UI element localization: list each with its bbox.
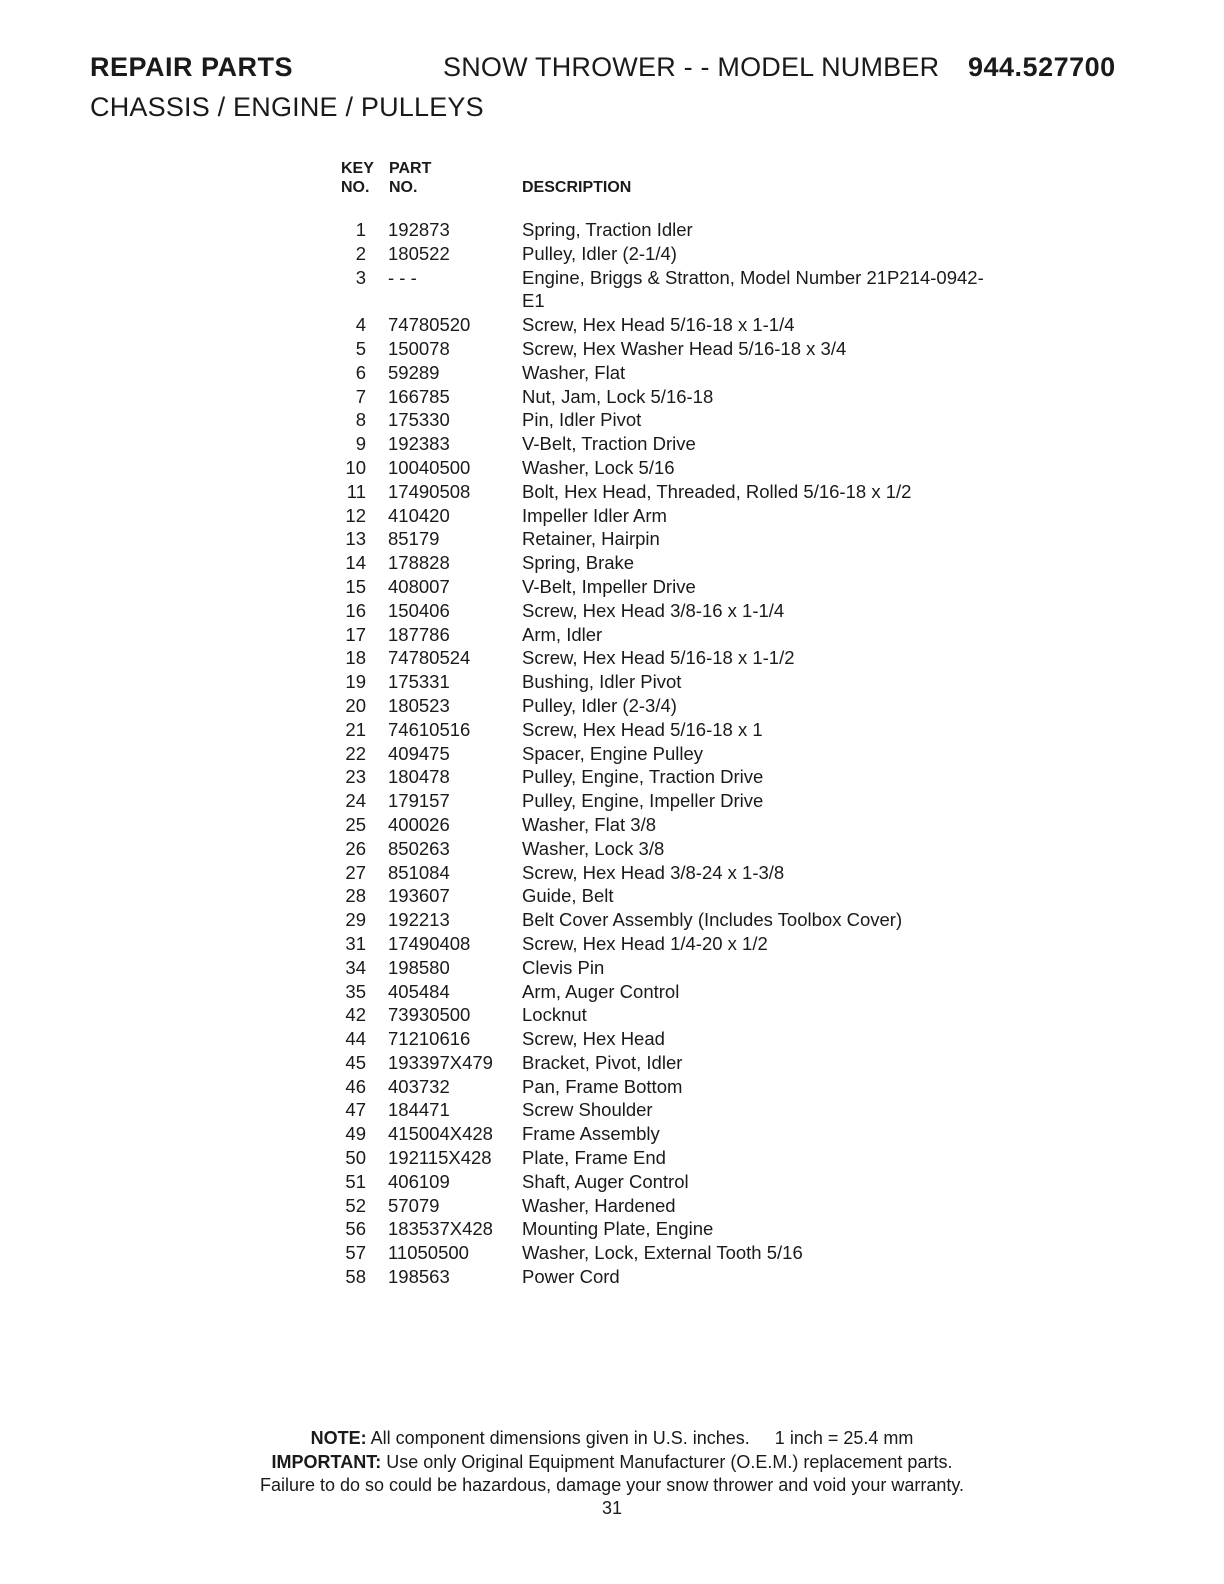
- table-row: [330, 527, 1030, 551]
- description: Bolt, Hex Head, Threaded, Rolled 5/16-18 x 1/2: [522, 480, 912, 502]
- description: Washer, Hardened: [522, 1194, 676, 1216]
- part-no: 175331: [388, 671, 450, 693]
- footer-note: [0, 1427, 1224, 1451]
- key-no: 4: [355, 314, 366, 336]
- description: Frame Assembly: [522, 1123, 660, 1145]
- key-no: 2: [355, 242, 366, 264]
- table-row: [330, 980, 1030, 1004]
- description: Screw, Hex Washer Head 5/16-18 x 3/4: [522, 337, 847, 359]
- description: Pulley, Engine, Impeller Drive: [522, 790, 764, 812]
- note-text: All component dimensions given in U.S. inches. 1 inch = 25.4 mm: [370, 1428, 914, 1448]
- table-row: [330, 1265, 1030, 1289]
- key-no: 3: [355, 266, 366, 288]
- table-row: [330, 789, 1030, 813]
- description: Pan, Frame Bottom: [522, 1075, 683, 1097]
- table-row: [330, 599, 1030, 623]
- table-row: [330, 385, 1030, 409]
- table-row: [330, 884, 1030, 908]
- key-no: 14: [345, 552, 366, 574]
- key-no: 8: [355, 409, 366, 431]
- part-no: 11050500: [388, 1242, 469, 1264]
- part-no: 192213: [388, 909, 450, 931]
- key-no: 7: [355, 385, 366, 407]
- key-no: 24: [345, 790, 366, 812]
- key-no: 9: [355, 433, 366, 455]
- key-no: 27: [345, 861, 366, 883]
- key-no: 52: [345, 1194, 366, 1216]
- key-no: 17: [345, 623, 366, 645]
- important-text: Use only Original Equipment Manufacturer (O.E.M.) replacement parts.: [386, 1452, 953, 1472]
- table-row: [330, 361, 1030, 385]
- description: Engine, Briggs & Stratton, Model Number 21P214-0942-E1: [522, 266, 984, 312]
- key-no: 56: [345, 1218, 366, 1240]
- description: Clevis Pin: [522, 956, 605, 978]
- table-row: [330, 480, 1030, 504]
- table-row: [330, 575, 1030, 599]
- key-no: 50: [345, 1147, 366, 1169]
- table-row: [330, 956, 1030, 980]
- table-row: [330, 313, 1030, 337]
- description: Washer, Lock 5/16: [522, 456, 675, 478]
- description: Arm, Idler: [522, 623, 603, 645]
- key-no: 6: [355, 361, 366, 383]
- key-no: 15: [345, 575, 366, 597]
- part-no: 85179: [388, 528, 440, 550]
- key-no: 35: [345, 980, 366, 1002]
- table-row: [330, 1098, 1030, 1122]
- note-label: NOTE:: [310, 1428, 367, 1448]
- part-no: 180522: [388, 242, 450, 264]
- table-row: [330, 932, 1030, 956]
- key-no: 44: [345, 1028, 366, 1050]
- description: Washer, Lock, External Tooth 5/16: [522, 1242, 803, 1264]
- product-title: SNOW THROWER - - MODEL NUMBER: [443, 52, 940, 82]
- key-no: 5: [355, 337, 366, 359]
- parts-list: [330, 218, 1030, 1289]
- key-no: 51: [345, 1170, 366, 1192]
- table-row: [330, 1146, 1030, 1170]
- description: Screw, Hex Head 3/8-24 x 1-3/8: [522, 861, 785, 883]
- part-no: - - -: [388, 266, 417, 288]
- description: Arm, Auger Control: [522, 980, 680, 1002]
- part-no: 198563: [388, 1266, 450, 1288]
- footer-important: [0, 1451, 1224, 1475]
- part-no: 180478: [388, 766, 450, 788]
- key-no: 11: [346, 480, 366, 502]
- section-title: REPAIR PARTS: [90, 52, 294, 82]
- description: Locknut: [522, 1004, 587, 1026]
- table-row: [330, 1003, 1030, 1027]
- table-row: [330, 456, 1030, 480]
- table-row: [330, 1170, 1030, 1194]
- key-no: 47: [345, 1099, 366, 1121]
- part-no: 192115X428: [388, 1147, 492, 1169]
- description: Power Cord: [522, 1266, 620, 1288]
- footer-warning: Failure to do so could be hazardous, damage your snow thrower and void your warranty.: [259, 1475, 965, 1495]
- key-no: 49: [345, 1123, 366, 1145]
- description: Mounting Plate, Engine: [522, 1218, 714, 1240]
- page-number: 31: [601, 1498, 623, 1518]
- table-row: [330, 266, 1030, 314]
- part-no: 180523: [388, 694, 450, 716]
- table-row: [330, 694, 1030, 718]
- table-row: [330, 646, 1030, 670]
- part-no: 406109: [388, 1170, 450, 1192]
- part-no: 410420: [388, 504, 450, 526]
- column-header-key-line1: KEY: [341, 160, 374, 177]
- part-no: 851084: [388, 861, 450, 883]
- part-no: 17490408: [388, 932, 471, 954]
- key-no: 46: [345, 1075, 366, 1097]
- key-no: 23: [345, 766, 366, 788]
- key-no: 31: [345, 932, 366, 954]
- part-no: 71210616: [388, 1028, 471, 1050]
- description: Plate, Frame End: [522, 1147, 666, 1169]
- description: Bushing, Idler Pivot: [522, 671, 682, 693]
- table-row: [330, 718, 1030, 742]
- part-no: 57079: [388, 1194, 440, 1216]
- description: Washer, Flat 3/8: [522, 813, 657, 835]
- key-no: 22: [345, 742, 366, 764]
- table-row: [330, 242, 1030, 266]
- column-header-part-line2: NO.: [389, 179, 418, 196]
- description: Screw, Hex Head 1/4-20 x 1/2: [522, 932, 768, 954]
- part-no: 74780524: [388, 647, 471, 669]
- key-no: 13: [345, 528, 366, 550]
- key-no: 34: [345, 956, 366, 978]
- part-no: 192383: [388, 433, 450, 455]
- description: Pulley, Idler (2-1/4): [522, 242, 677, 264]
- description: Nut, Jam, Lock 5/16-18: [522, 385, 714, 407]
- table-row: [330, 408, 1030, 432]
- table-row: [330, 504, 1030, 528]
- column-header-part: [389, 159, 431, 197]
- part-no: 405484: [388, 980, 450, 1002]
- description: Screw, Hex Head 3/8-16 x 1-1/4: [522, 599, 785, 621]
- part-no: 74780520: [388, 314, 471, 336]
- table-row: [330, 1194, 1030, 1218]
- part-no: 17490508: [388, 480, 471, 502]
- part-no: 850263: [388, 837, 450, 859]
- part-no: 415004X428: [388, 1123, 493, 1145]
- description: Washer, Flat: [522, 361, 626, 383]
- part-no: 409475: [388, 742, 450, 764]
- part-no: 166785: [388, 385, 450, 407]
- table-row: [330, 337, 1030, 361]
- part-no: 408007: [388, 575, 450, 597]
- description: Spring, Brake: [522, 552, 635, 574]
- key-no: 19: [345, 671, 366, 693]
- key-no: 10: [345, 456, 366, 478]
- description: Shaft, Auger Control: [522, 1170, 689, 1192]
- key-no: 1: [355, 219, 366, 240]
- column-header-key-line2: NO.: [341, 179, 370, 196]
- table-row: [330, 742, 1030, 766]
- column-header-part-line1: PART: [389, 160, 432, 177]
- description: Bracket, Pivot, Idler: [522, 1051, 683, 1073]
- key-no: 18: [345, 647, 366, 669]
- key-no: 28: [345, 885, 366, 907]
- description: Pulley, Engine, Traction Drive: [522, 766, 764, 788]
- key-no: 58: [345, 1266, 366, 1288]
- table-row: [330, 1241, 1030, 1265]
- part-no: 183537X428: [388, 1218, 493, 1240]
- table-row: [330, 1122, 1030, 1146]
- description: V-Belt, Traction Drive: [522, 433, 696, 455]
- description: V-Belt, Impeller Drive: [522, 575, 696, 597]
- table-row: [330, 861, 1030, 885]
- part-no: 179157: [388, 790, 450, 812]
- description: Guide, Belt: [522, 885, 614, 907]
- key-no: 16: [345, 599, 366, 621]
- description: Retainer, Hairpin: [522, 528, 660, 550]
- part-no: 10040500: [388, 456, 471, 478]
- description: Impeller Idler Arm: [522, 504, 667, 526]
- table-row: [330, 908, 1030, 932]
- key-no: 45: [345, 1051, 366, 1073]
- part-no: 178828: [388, 552, 450, 574]
- part-no: 175330: [388, 409, 450, 431]
- part-no: 403732: [388, 1075, 450, 1097]
- column-header-key: [341, 159, 374, 197]
- part-no: 59289: [388, 361, 440, 383]
- key-no: 20: [345, 694, 366, 716]
- key-no: 21: [345, 718, 366, 740]
- table-row: [330, 765, 1030, 789]
- key-no: 29: [345, 909, 366, 931]
- part-no: 187786: [388, 623, 450, 645]
- part-no: 184471: [388, 1099, 450, 1121]
- description: Screw, Hex Head 5/16-18 x 1: [522, 718, 763, 740]
- part-no: 193397X479: [388, 1051, 493, 1073]
- description: Pin, Idler Pivot: [522, 409, 642, 431]
- table-row: [330, 813, 1030, 837]
- table-row: [330, 1027, 1030, 1051]
- table-row: [330, 1217, 1030, 1241]
- description: Belt Cover Assembly (Includes Toolbox Cover): [522, 909, 903, 931]
- key-no: 42: [345, 1004, 366, 1026]
- part-no: 193607: [388, 885, 450, 907]
- table-row: [330, 1075, 1030, 1099]
- important-label: IMPORTANT:: [271, 1452, 382, 1472]
- description: Spring, Traction Idler: [522, 219, 693, 240]
- part-no: 150078: [388, 337, 450, 359]
- part-no: 400026: [388, 813, 450, 835]
- description: Screw Shoulder: [522, 1099, 653, 1121]
- key-no: 26: [345, 837, 366, 859]
- model-number: 944.527700: [968, 52, 1116, 82]
- table-row: [330, 432, 1030, 456]
- key-no: 12: [345, 504, 366, 526]
- key-no: 25: [345, 813, 366, 835]
- description: Pulley, Idler (2-3/4): [522, 694, 677, 716]
- page-subtitle: CHASSIS / ENGINE / PULLEYS: [90, 92, 484, 122]
- description: Screw, Hex Head: [522, 1028, 665, 1050]
- description: Spacer, Engine Pulley: [522, 742, 704, 764]
- part-no: 198580: [388, 956, 450, 978]
- table-row: [330, 551, 1030, 575]
- table-row: [330, 670, 1030, 694]
- part-no: 73930500: [388, 1004, 471, 1026]
- description: Washer, Lock 3/8: [522, 837, 665, 859]
- table-row: [330, 1051, 1030, 1075]
- table-row: [330, 623, 1030, 647]
- table-row: [330, 218, 1030, 242]
- part-no: 74610516: [388, 718, 471, 740]
- description: Screw, Hex Head 5/16-18 x 1-1/2: [522, 647, 795, 669]
- part-no: 150406: [388, 599, 450, 621]
- column-header-description: DESCRIPTION: [522, 179, 632, 196]
- part-no: 192873: [388, 219, 450, 240]
- key-no: 57: [345, 1242, 366, 1264]
- table-row: [330, 837, 1030, 861]
- description: Screw, Hex Head 5/16-18 x 1-1/4: [522, 314, 795, 336]
